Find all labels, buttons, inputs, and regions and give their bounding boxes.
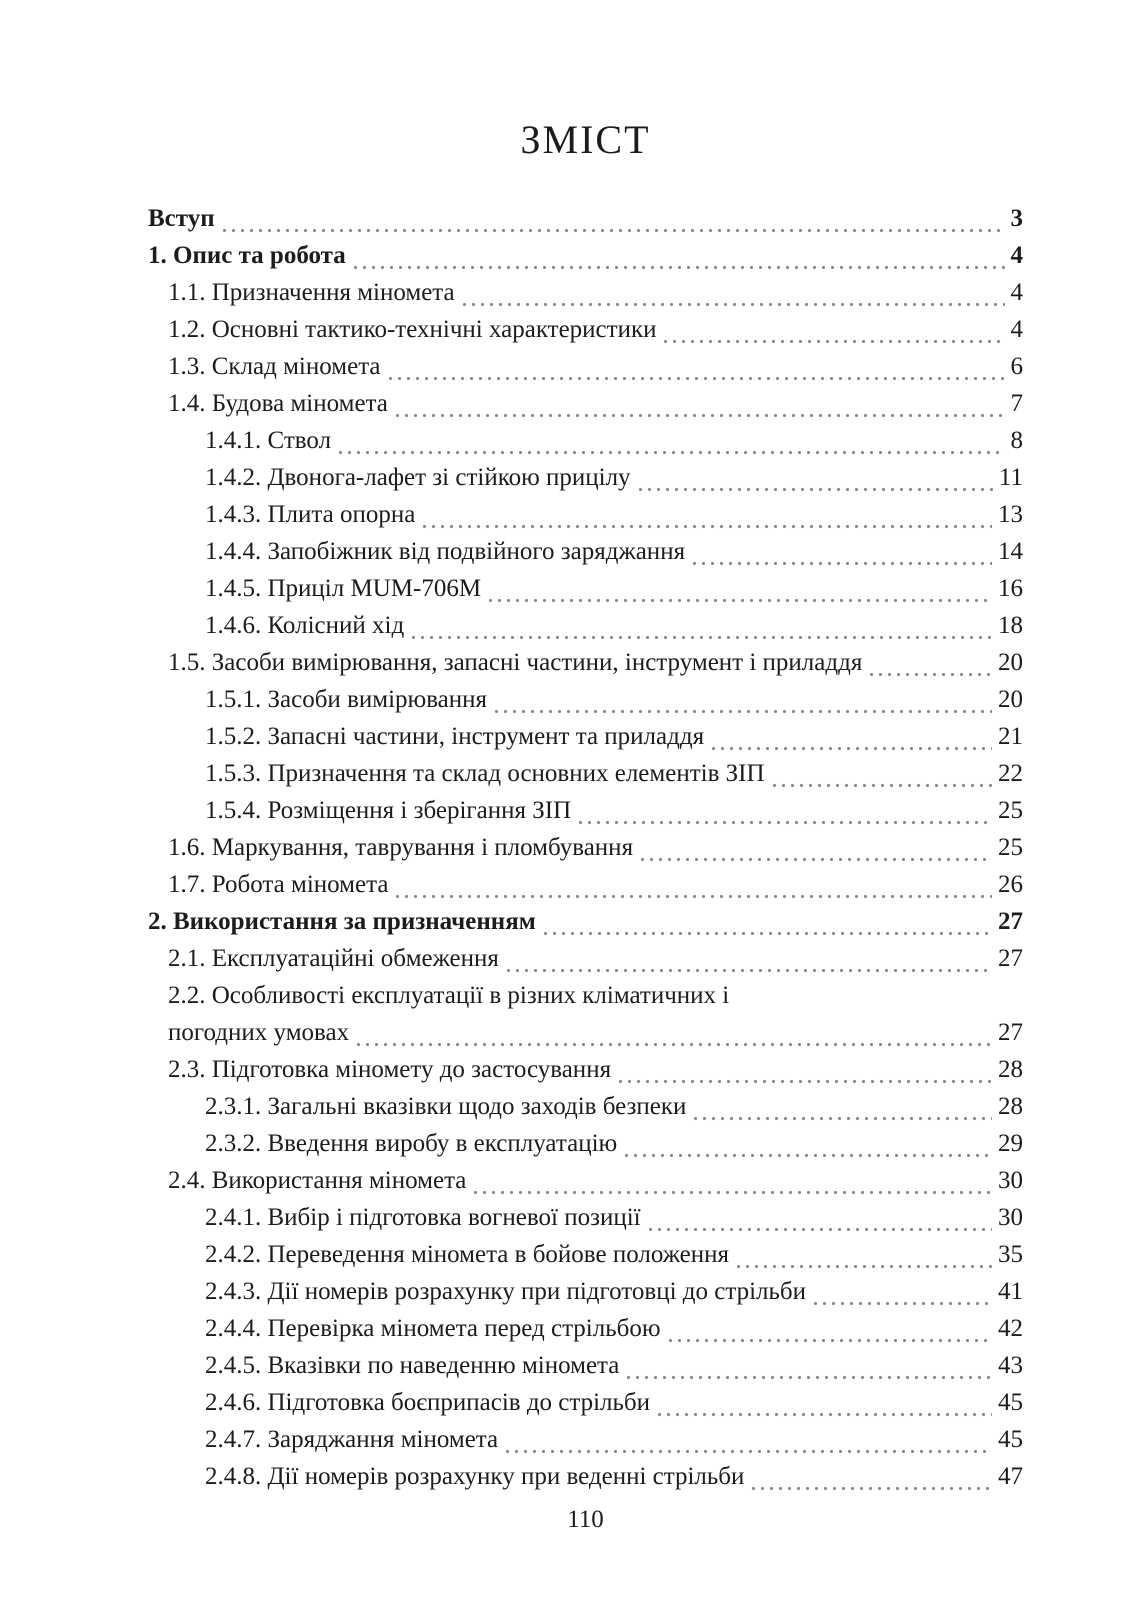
dot-leader (492, 709, 992, 714)
toc-entry (148, 977, 1023, 1014)
toc-page-number: 45 (998, 1389, 1023, 1416)
toc-entry-label: 1.4.5. Приціл MUM-706M (205, 575, 482, 602)
toc-page-number: 42 (998, 1315, 1023, 1342)
footer-page-number: 110 (567, 1506, 604, 1533)
toc-entry-label: Вступ (148, 205, 215, 232)
toc-entry (148, 311, 1023, 348)
dot-leader (867, 672, 992, 677)
toc-page-number: 28 (998, 1093, 1023, 1120)
toc-entry-label: 1.6. Маркування, таврування і пломбування (168, 834, 634, 861)
dot-leader (690, 561, 992, 566)
toc-entry-label: 1.5.2. Запасні частини, інструмент та приладдя (205, 723, 705, 750)
toc-page-number: 4 (1010, 279, 1023, 306)
dot-leader (220, 228, 1005, 233)
dot-leader (336, 450, 1004, 455)
toc-entry (148, 940, 1023, 977)
toc-page-number: 4 (1010, 242, 1023, 269)
toc-entry-label: 2.4.2. Переведення міномета в бойове положення (205, 1241, 730, 1268)
dot-leader (409, 635, 992, 640)
dot-leader (661, 339, 1004, 344)
dot-leader (638, 857, 992, 862)
toc-entry-label: 1.4.6. Колісний хід (205, 612, 405, 639)
toc-entry (148, 1162, 1023, 1199)
toc-page-number: 27 (998, 1019, 1023, 1046)
toc-page-number: 29 (998, 1130, 1023, 1157)
dot-leader (636, 487, 993, 492)
toc-entry (148, 459, 1023, 496)
toc-entry-label: 1.4.2. Двонога-лафет зі стійкою прицілу (205, 464, 631, 491)
dot-leader (386, 376, 1005, 381)
dot-leader (666, 1338, 992, 1343)
toc-entry-label: 2.4.3. Дії номерів розрахунку при підготовці до стрільби (205, 1278, 807, 1305)
toc-page-number: 41 (998, 1278, 1023, 1305)
toc-entry (148, 1421, 1023, 1458)
dot-leader (351, 265, 1005, 270)
toc-page-number: 43 (998, 1352, 1023, 1379)
toc-entry-label: 1.1. Призначення міномета (168, 279, 455, 306)
dot-leader (709, 746, 992, 751)
toc-entry (148, 829, 1023, 866)
toc-entry-label: 1.4.4. Запобіжник від подвійного заряджання (205, 538, 686, 565)
toc-page-number: 21 (998, 723, 1023, 750)
dot-leader (576, 820, 992, 825)
toc-page-number: 30 (998, 1167, 1023, 1194)
toc-entry-label: 1.4. Будова міномета (168, 390, 388, 417)
toc-entry (148, 1273, 1023, 1310)
toc-entry-label: 1.5.1. Засоби вимірювання (205, 686, 488, 713)
toc-entry (148, 348, 1023, 385)
toc-page-number: 4 (1010, 316, 1023, 343)
toc-entry-label: 1.7. Робота міномета (168, 871, 389, 898)
toc-entry (148, 718, 1023, 755)
dot-leader (393, 894, 992, 899)
dot-leader (541, 931, 992, 936)
dot-leader (811, 1301, 992, 1306)
toc-entry-label: 2.4.1. Вибір і підготовка вогневої позиції (205, 1204, 641, 1231)
toc-entry (148, 200, 1023, 237)
toc-entry-label: 2.2. Особливості експлуатації в різних кліматичних і (168, 982, 730, 1009)
toc-entry (148, 1125, 1023, 1162)
dot-leader (460, 302, 1005, 307)
toc-page-number: 20 (998, 686, 1023, 713)
toc-entry-label: 2.3.1. Загальні вказівки щодо заходів безпеки (205, 1093, 687, 1120)
toc-page-number: 16 (998, 575, 1023, 602)
toc-entry (148, 237, 1023, 274)
toc-page-number: 25 (998, 797, 1023, 824)
toc-page-number: 47 (998, 1463, 1023, 1490)
toc-page-number: 26 (998, 871, 1023, 898)
toc-entry-label: 1.4.1. Ствол (205, 427, 332, 454)
page-title: ЗМІСТ (520, 117, 651, 162)
toc-page-number: 6 (1010, 353, 1023, 380)
toc-entry-label: 1.4.3. Плита опорна (205, 501, 416, 528)
dot-leader (655, 1412, 992, 1417)
toc-entry (148, 792, 1023, 829)
dot-leader (503, 1449, 992, 1454)
dot-leader (354, 1042, 992, 1047)
toc-entry (148, 607, 1023, 644)
toc-entry-label: 1.2. Основні тактико-технічні характеристики (168, 316, 657, 343)
dot-leader (420, 524, 992, 529)
toc-entry (148, 1310, 1023, 1347)
toc-entry (148, 755, 1023, 792)
dot-leader (749, 1486, 992, 1491)
toc-entry (148, 1088, 1023, 1125)
toc-page-number: 13 (998, 501, 1023, 528)
toc-page-number: 25 (998, 834, 1023, 861)
toc-entry (148, 570, 1023, 607)
toc-entry-label: 1. Опис та робота (148, 242, 346, 269)
toc-entry-label: 2. Використання за призначенням (148, 908, 536, 935)
toc-page-number: 7 (1010, 390, 1023, 417)
toc-page-number: 14 (998, 538, 1023, 565)
toc-entry-label: 2.4.6. Підготовка боєприпасів до стрільби (205, 1389, 651, 1416)
dot-leader (622, 1153, 992, 1158)
toc-entry-label: 1.3. Склад міномета (168, 353, 381, 380)
toc-entry (148, 1236, 1023, 1273)
toc-page-number: 30 (998, 1204, 1023, 1231)
dot-leader (616, 1079, 992, 1084)
dot-leader (624, 1375, 992, 1380)
toc-entry (148, 496, 1023, 533)
toc-entry-label: 2.1. Експлуатаційні обмеження (168, 945, 499, 972)
toc-entry-label: 2.4.8. Дії номерів розрахунку при веденні стрільби (205, 1463, 745, 1490)
toc-page-number: 20 (998, 649, 1023, 676)
toc-entry-label: 2.3.2. Введення виробу в експлуатацію (205, 1130, 618, 1157)
toc-entry-label: погодних умовах (168, 1019, 350, 1046)
toc-entry-label: 2.4. Використання міномета (168, 1167, 467, 1194)
toc-entry-label: 1.5.4. Розміщення і зберігання ЗІП (205, 797, 572, 824)
toc-entry (148, 1347, 1023, 1384)
dot-leader (646, 1227, 992, 1232)
table-of-contents (148, 200, 1023, 1495)
toc-entry (148, 1458, 1023, 1495)
toc-entry-label: 2.3. Підготовка міномету до застосування (168, 1056, 612, 1083)
toc-page-number: 27 (998, 908, 1023, 935)
toc-page-number: 45 (998, 1426, 1023, 1453)
toc-entry-label: 2.4.5. Вказівки по наведенню міномета (205, 1352, 620, 1379)
dot-leader (471, 1190, 992, 1195)
toc-page-number: 28 (998, 1056, 1023, 1083)
dot-leader (393, 413, 1005, 418)
toc-entry (148, 385, 1023, 422)
toc-entry-label: 2.4.4. Перевірка міномета перед стрільбою (205, 1315, 661, 1342)
toc-entry (148, 1014, 1023, 1051)
dot-leader (486, 598, 992, 603)
toc-entry (148, 866, 1023, 903)
toc-entry (148, 644, 1023, 681)
toc-page-number: 18 (998, 612, 1023, 639)
toc-entry (148, 681, 1023, 718)
toc-entry (148, 1051, 1023, 1088)
toc-page-number: 22 (998, 760, 1023, 787)
dot-leader (770, 783, 992, 788)
toc-entry-label: 2.4.7. Заряджання міномета (205, 1426, 499, 1453)
dot-leader (691, 1116, 992, 1121)
toc-entry (148, 1199, 1023, 1236)
toc-page-number: 8 (1010, 427, 1023, 454)
toc-entry (148, 274, 1023, 311)
toc-page-number: 27 (998, 945, 1023, 972)
toc-page-number: 11 (998, 464, 1023, 491)
toc-entry (148, 422, 1023, 459)
dot-leader (734, 1264, 992, 1269)
dot-leader (504, 968, 992, 973)
toc-entry (148, 1384, 1023, 1421)
toc-entry (148, 903, 1023, 940)
toc-entry (148, 533, 1023, 570)
toc-page-number: 35 (998, 1241, 1023, 1268)
toc-entry-label: 1.5.3. Призначення та склад основних елементів ЗІП (205, 760, 765, 787)
toc-entry-label: 1.5. Засоби вимірювання, запасні частини, інструмент і приладдя (168, 649, 863, 676)
toc-page-number: 3 (1010, 205, 1023, 232)
